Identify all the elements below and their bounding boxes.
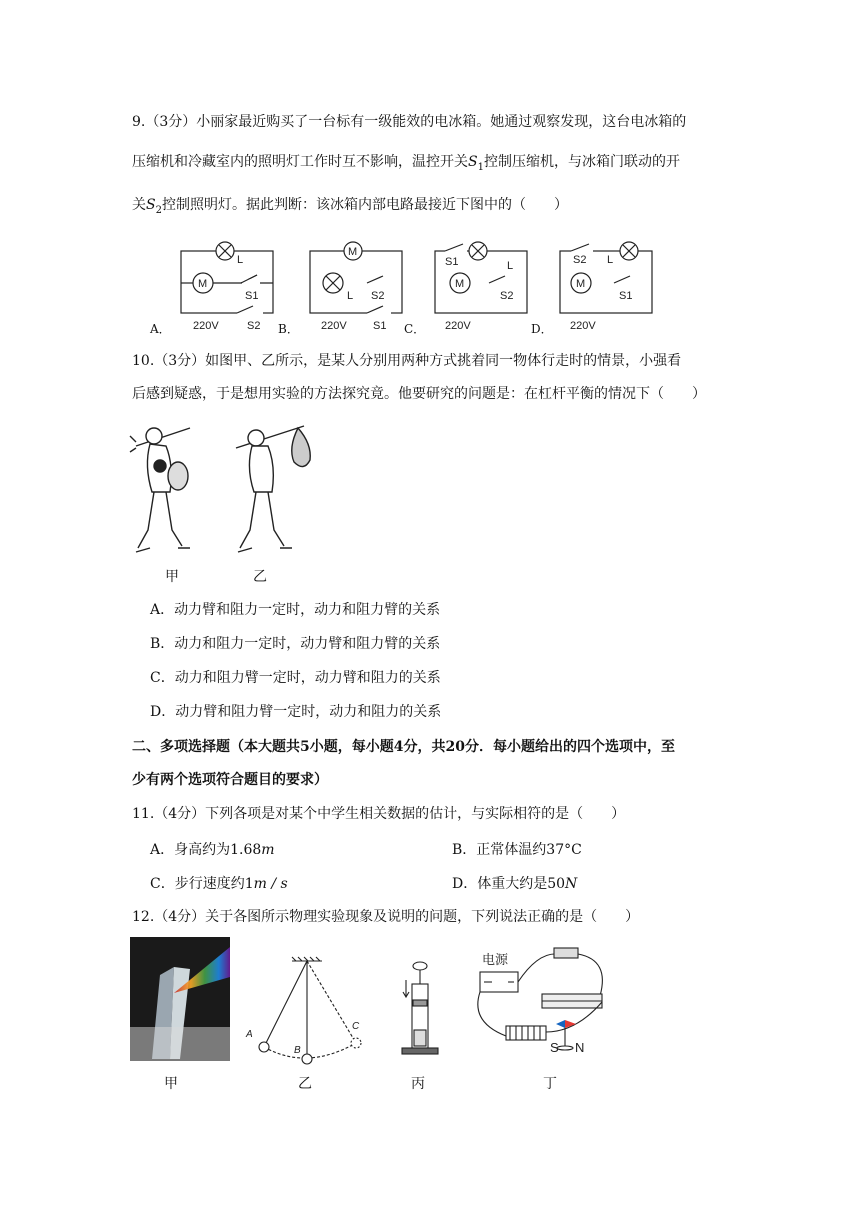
q9-option-c-letter: C． [404,322,426,336]
q12-figure-label-bing: 丙 [411,1076,425,1092]
s2-subscript: 2 [155,205,162,216]
c-motor-label: M [455,278,465,290]
s2-symbol: S [146,197,156,213]
q9-line3-pre: 关 [132,197,146,213]
q11-option-b-text: B．正常体温约37 [452,842,565,858]
q10-option-c: C．动力和阻力臂一定时，动力臂和阻力的关系 [150,670,441,686]
q10-option-d: D．动力臂和阻力臂一定时，动力和阻力的关系 [150,704,442,720]
b-lamp-label: L [347,290,354,302]
d-s1-label: S1 [619,290,633,302]
q10-option-a: A．动力臂和阻力一定时，动力和阻力臂的关系 [150,602,441,618]
q11-option-d-text: D．体重大约是50 [452,876,566,892]
q9-option-a-letter: A． [150,322,171,336]
q10-line2: 后感到疑惑，于是想用实验的方法探究竟。他要研究的问题是：在杠杆平衡的情况下（ ） [132,386,706,402]
q9-line1: 9.（3分）小丽家最近购买了一台标有一级能效的电冰箱。她通过观察发现，这台电冰箱的 [132,114,687,130]
q10-figure-label-yi: 乙 [253,569,267,585]
b-s2-label: S2 [371,290,385,302]
b-s1-label: S1 [373,320,387,332]
q11-option-b-unit: °C [564,842,582,858]
q12-figure-label-jia: 甲 [164,1076,178,1092]
q9-line3 [132,195,568,221]
q12-electromagnet-circuit [472,942,612,1062]
q11-option-a-text: A．身高约为1.68 [150,842,262,858]
q12-stem: 12.（4分）关于各图所示物理实验现象及说明的问题，下列说法正确的是（ ） [132,909,640,925]
q11-option-b [452,840,582,860]
q9-line2-pre: 压缩机和冷藏室内的照明灯工作时互不影响，温控开关 [132,154,468,170]
d-motor-label: M [576,278,586,290]
q11-option-d-unit: N [565,876,578,892]
c-s2-label: S2 [500,290,514,302]
a-lamp-label: L [237,254,244,266]
pendulum-label-c: C [352,1021,360,1032]
q11-option-c [150,874,288,894]
q11-option-a [150,840,275,860]
q12-figure-label-yi: 乙 [298,1076,312,1092]
q11-option-d [452,874,577,894]
q10-figure-label-jia: 甲 [165,569,179,585]
a-motor-label: M [198,278,208,290]
section2-heading-line1: 二、多项选择题（本大题共5小题，每小题4分，共20分．每小题给出的四个选项中，至 [132,739,675,755]
q9-option-d-letter: D． [531,322,553,336]
q12-prism-photo [130,937,230,1061]
q12-air-cylinder [396,960,446,1062]
figure-yi-person [236,426,310,552]
s1-symbol: S [468,154,478,170]
circuit-option-d [560,242,652,313]
a-s1-label: S1 [245,290,259,302]
q12-figure-label-ding: 丁 [543,1076,557,1092]
circuit-option-a [181,242,273,317]
b-voltage: 220V [321,320,347,332]
q12-pendulum [244,955,374,1070]
q11-option-c-text: C．步行速度约1 [150,876,254,892]
q9-option-b-letter: B． [278,322,299,336]
s1-subscript: 1 [477,162,484,173]
d-s2-label: S2 [573,254,587,266]
q11-stem: 11.（4分）下列各项是对某个中学生相关数据的估计，与实际相符的是（ ） [132,806,626,822]
c-lamp-label: L [507,260,514,272]
q10-line1: 10.（3分）如图甲、乙所示，是某人分别用两种方式挑着同一物体行走时的情景，小强看 [132,353,682,369]
q11-option-c-unit: m / s [253,876,288,892]
d-lamp-label: L [607,254,614,266]
q11-option-a-unit: m [261,842,275,858]
circuit-option-c [435,242,527,313]
a-s2-label: S2 [247,320,261,332]
compass-south-label: S [550,1040,559,1055]
compass-north-label: N [575,1040,585,1055]
q9-line2-post: 控制压缩机，与冰箱门联动的开 [483,154,680,170]
b-motor-label: M [348,246,358,258]
pendulum-label-a: A [246,1029,253,1040]
a-voltage: 220V [193,320,219,332]
c-s1-label: S1 [445,256,459,268]
pendulum-label-b: B [294,1045,301,1056]
power-source-label: 电源 [482,952,509,967]
q10-option-b: B．动力和阻力一定时，动力臂和阻力臂的关系 [150,636,441,652]
section2-heading-line2: 少有两个选项符合题目的要求） [132,772,328,788]
q9-line2 [132,152,680,178]
d-voltage: 220V [570,320,596,332]
c-voltage: 220V [445,320,471,332]
figure-jia-person [130,428,190,552]
q10-carrying-figures [128,418,328,566]
q9-line3-post: 控制照明灯。据此判断：该冰箱内部电路最接近下图中的（ ） [161,197,568,213]
